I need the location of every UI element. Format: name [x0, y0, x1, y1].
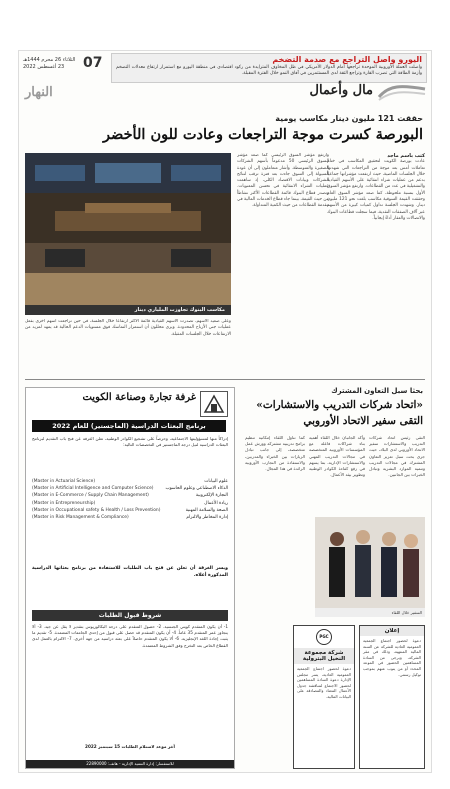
notice-b-body: دعوة لحضور اجتماع الجمعية العمومية العادية، يسر مجلس الإدارة دعوة السادة المساهمين لحضور الاجتماع لمناقشة جدول الأعمال المعتاد والمصادقة على البيانات المالية.: [297, 666, 351, 699]
top-headline-text: واصلت العملة الأوروبية الموحدة تراجعها أمام الدولار الأمريكي في ظل المخاوف المتزايدة من ركود اقتصادي في منطقة اليورو مع استمرار ارتفاع معدلات التضخم وأزمة الطاقة التي تضرب القارة وتراجع الثقة لدى المستثمرين في آفاق النمو خلال الفترة المقبلة.: [116, 65, 422, 76]
lead-headline: البورصة كسرت موجة التراجعات وعادت للون الأخضر: [103, 126, 423, 143]
story2-column-3: كما تناول اللقاء إمكانية تنظيم برامج تدريبية مشتركة وورش عمل متخصصة، إلى جانب تبادل الزيارات بين الخبراء والمدربين، والاستفادة من التجارب الأوروبية الرائدة في هذا المجال.: [245, 435, 305, 472]
lead-byline: كتب باسم ماجد: [387, 153, 425, 159]
lead-column-2: وارتفع مؤشر السوق الرئيسي كما صعد مؤشر السوق الرئيسي 50 مدعوماً بأسهم الشركات الصغيرة والمتوسطة. وأشار متعاملون إلى أن عودة السيولة إلى السوق جاءت بعد فترة ترقب لنتائج الشركات وبيانات الاقتصاد الكلي، إذ ساهمت عمليات الشراء الانتقائية في تحسن المعنويات. وتصدر قطاع البنوك قائمة القطاعات الأكثر نشاطاً من حيث القيمة، بينما جاء قطاع الخدمات المالية في مقدمة القطاعات من حيث الكمية المتداولة.: [237, 153, 329, 209]
list-item: [32, 492, 228, 499]
story2-column-1: التقى رئيس اتحاد شركات التدريب والاستشارات سفير الاتحاد الأوروبي لدى البلاد، حيث جرى بحث سبل تعزيز التعاون المشترك في مجالات التدريب وتنمية الموارد البشرية وتبادل الخبرات بين الجانبين.: [369, 435, 425, 478]
program-title: برنامج البعثات الدراسية (الماجستير) للعام 2022: [32, 420, 226, 432]
major-en: (Master in Actuarial Science): [32, 479, 96, 484]
list-item: [32, 485, 228, 492]
notice-a-title: إعلان: [360, 626, 424, 636]
top-headline-box: [111, 53, 427, 83]
issue-date: الثلاثاء 26 محرم 1444هـ 23 أغسطس 2022: [23, 57, 76, 70]
lead-column-1: [327, 153, 425, 373]
major-en: (Master in Occupational safety & Health / Loss Prevention): [32, 507, 161, 513]
meeting-people-image: [315, 517, 425, 609]
story2-kicker: بحثا سبل التعاون المشترك: [331, 387, 423, 395]
newspaper-page: [18, 50, 432, 773]
list-item: [32, 500, 228, 507]
lead-bottom-text: وعلى صعيد الأسهم، تصدرت الأسهم القيادية قائمة الأكثر ارتفاعاً خلال الجلسة، في حين تراجعت أسهم أخرى بفعل عمليات جني الأرباح المحدودة. ويرى محللون أن استمرار التماسك فوق مستويات الدعم الحالية قد يمهد لمزيد من الارتفاعات خلال الجلسات المقبلة.: [25, 319, 231, 337]
contact-bar: للاستفسار: إدارة التنمية الإدارية - هاتف: 22890000: [26, 760, 234, 768]
lead-column-1-text: عادت بورصة الكويت لتحقيق المكاسب في ختام تعاملات أمس بعد موجة من التراجعات التي شهدتها خلال الجلسات الماضية، حيث ارتفعت مؤشراتها جماعياً بدعم من عمليات شراء انتقائية على الأسهم القيادية والتشغيلية في عدد من القطاعات. وارتفع مؤشر السوق الأول بنسبة ملحوظة، كما صعد مؤشر السوق العام وحققت القيمة السوقية مكاسب بلغت نحو 121 مليون دينار. وشهدت الجلسة تداول كميات كبيرة من الأسهم عبر آلاف الصفقات النقدية، فيما سجلت قطاعات البنوك والاتصالات والعقار أداءً إيجابياً.: [327, 159, 425, 221]
major-ar: التجارة الإلكترونية: [195, 493, 228, 499]
major-en: (Master in Risk Management & Compliance): [32, 515, 129, 521]
notice-box-a: [359, 625, 425, 769]
company-logo: PGC: [316, 629, 332, 645]
masthead: [19, 51, 431, 101]
story2-headline-line1: «اتحاد شركات التدريب والاستشارات»: [256, 399, 423, 411]
paper-name: النهار: [25, 85, 53, 100]
chamber-name: غرفة تجارة وصناعة الكويت: [82, 392, 196, 403]
section-name: مال وأعمال: [309, 83, 373, 98]
major-en: (Master in E-Commerce / Supply Chain Management): [32, 493, 149, 499]
section-divider: [25, 379, 425, 380]
requirements-text: 1- أن يكون المتقدم كويتي الجنسية. 2- حصول المتقدم على درجة البكالوريوس بتقدير لا يقل عن جيد. 3- ألا يتجاوز عمر المتقدم 35 عاماً. 4- أن يكون المتقدم قد حصل على قبول من إحدى الجامعات المعتمدة. 5- تقديم ما يثبت إجادة اللغة الإنجليزية. 6- ألا يكون المتقدم حاصلاً على بعثة دراسية من جهة أخرى. 7- الالتزام بالعمل لدى القطاع الخاص بعد التخرج وفق الشروط المعتمدة.: [32, 624, 228, 648]
story2-headline-line2: التقى سفير الاتحاد الأوروبي: [303, 415, 423, 427]
section-wave-icon: [377, 83, 427, 101]
story2-photo: [315, 517, 425, 617]
story2-column-2: وأكد الجانبان خلال اللقاء أهمية بناء شراكات فاعلة مع المؤسسات الأوروبية المتخصصة في مجالات التدريب المهني والاستشارات الإدارية، بما يسهم في رفع كفاءة الكوادر الوطنية وتطوير بيئة الأعمال.: [309, 435, 365, 478]
notice-box-b: [293, 625, 355, 769]
lead-photo: [25, 153, 231, 305]
major-ar: الصحة والسلامة المهنية: [185, 507, 228, 513]
notice-b-title: شركة مجموعة النخيل البترولية: [294, 648, 354, 664]
program-intro: إدراكاً منها لمسؤوليتها الاجتماعية، وحرصاً على تشجيع الكوادر الوطنية، تعلن الغرفة عن فتح باب التقديم لبرنامج البعثات الدراسية لنيل درجة الماجستير في التخصصات التالية:: [32, 436, 228, 447]
chamber-logo-icon: [200, 391, 228, 417]
major-en: (Master in Entrepreneurship): [32, 500, 96, 506]
story2-photo-caption: السفير خلال اللقاء: [315, 608, 425, 617]
list-item: [32, 507, 228, 514]
list-item: [32, 514, 228, 521]
major-ar: علوم البيانات: [204, 479, 228, 484]
lead-kicker: حققت 121 مليون دينار مكاسب يومية: [275, 114, 423, 123]
list-item: [32, 478, 228, 485]
major-ar: إدارة المخاطر والالتزام: [186, 515, 228, 521]
page-number: 07: [83, 55, 103, 71]
trading-hall-image: [25, 153, 231, 305]
deadline-text: آخر موعد لاستلام الطلبات 15 سبتمبر 2022: [85, 744, 175, 749]
notice-a-body: دعوة لحضور اجتماع الجمعية العمومية العادية للشركة عن السنة المالية المنتهية، وذلك في مقر الشركة، ويرجى من السادة المساهمين الحضور في الموعد المحدد أو من ينوب عنهم بموجب توكيل رسمي.: [363, 638, 421, 677]
major-ar: ريادة الأعمال: [204, 500, 228, 506]
chamber-scholarship-ad: [25, 387, 235, 769]
requirements-title: شروط قبول الطلبات: [32, 610, 228, 621]
top-headline-title: اليورو واصل التراجع مع صدمة التضخم: [272, 55, 422, 64]
majors-list: [32, 478, 228, 521]
major-ar: الذكاء الاصطناعي وعلوم الحاسوب: [165, 486, 228, 492]
major-en: (Master in Artificial Intelligence and Computer Science): [32, 486, 154, 492]
lead-photo-caption: مكاسب البنوك تجاوزت الملياري دينار: [25, 305, 231, 315]
application-call: ويسر الغرفة أن تعلن عن فتح باب الطلبات للاستفادة من برنامج بعثاتها الدراسية المذكورة أعلاه.: [32, 566, 228, 578]
